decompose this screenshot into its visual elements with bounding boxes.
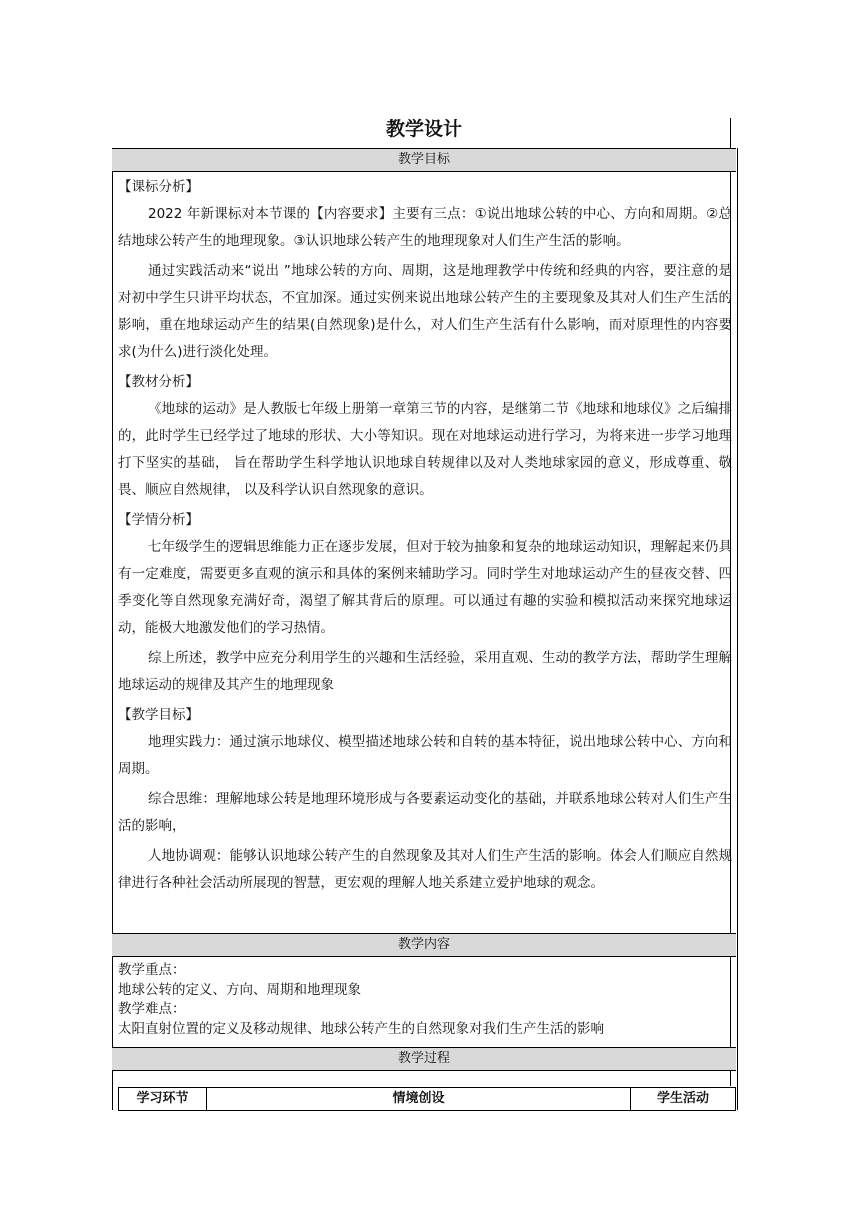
learners-heading: 【学情分析】 [118, 512, 199, 528]
header-student-activity: 学生活动 [656, 1091, 709, 1106]
header-scenario: 情境创设 [207, 1088, 631, 1110]
goals-paragraph-1: 地理实践力：通过演示地球仪、模型描述地球公转和自转的基本特征，说出地球公转中心、方向和周期。 [118, 734, 732, 777]
goals-paragraph-3: 人地协调观：能够认识地球公转产生的自然现象及其对人们生产生活的影响。体会人们顺应自然规律进行各种社会活动所展现的智慧，更宏观的理解人地关系建立爱护地球的观念。 [118, 848, 732, 891]
header-stage: 学习环节 [119, 1088, 207, 1110]
page-title: 教学设计 [385, 118, 462, 140]
learners-paragraph-2: 综上所述，教学中应充分利用学生的兴趣和生活经验，采用直观、生动的教学方法，帮助学生理解地球运动的规律及其产生的地理现象 [118, 650, 732, 693]
curriculum-heading: 【课标分析】 [118, 179, 199, 195]
goals-paragraph-2: 综合思维：理解地球公转是地理环境形成与各要素运动变化的基础，并联系地球公转对人们生产生活的影响， [118, 791, 732, 834]
key-points-text: 地球公转的定义、方向、周期和地理现象 [118, 981, 361, 998]
textbook-paragraph-1: 《地球的运动》是人教版七年级上册第一章第三节的内容，是继第二节《地球和地球仪》之后编排的，此时学生已经学过了地球的形状、大小等知识。现在对地球运动进行学习，为将来进一步学习地理打下坚实的基础， 旨在帮助学生科学地认识地球自转规律以及对人类地球家园的意义，形成尊重、敬畏、顺应自然规律， 以及科学认识自然现象的意识。 [118, 401, 732, 498]
process-table-header [118, 1087, 736, 1111]
key-points-label: 教学重点： [118, 962, 186, 978]
difficulty-text: 太阳直射位置的定义及移动规律、地球公转产生的自然现象对我们生产生活的影响 [118, 1020, 604, 1037]
objectives-section [118, 174, 732, 900]
textbook-heading: 【教材分析】 [118, 374, 199, 390]
section-band-process: 教学过程 [112, 1047, 736, 1071]
curriculum-paragraph-2: 通过实践活动来“说出 ”地球公转的方向、周期，这是地理教学中传统和经典的内容，要注意的是对初中学生只讲平均状态，不宜加深。通过实例来说出地球公转产生的主要现象及其对人们生产生活的影响，重在地球运动产生的结果(自然现象)是什么，对人们生产生活有什么影响，而对原理性的内容要求(为什么)进行淡化处理。 [118, 263, 732, 360]
section-band-content: 教学内容 [112, 933, 736, 957]
difficulty-label: 教学难点： [118, 1001, 186, 1017]
goals-heading: 【教学目标】 [118, 707, 199, 723]
learners-paragraph-1: 七年级学生的逻辑思维能力正在逐步发展，但对于较为抽象和复杂的地球运动知识，理解起来仍具有一定难度，需要更多直观的演示和具体的案例来辅助学习。同时学生对地球运动产生的昼夜交替、四季变化等自然现象充满好奇，渴望了解其背后的原理。可以通过有趣的实验和模拟活动来探究地球运动，能极大地激发他们的学习热情。 [118, 539, 732, 636]
content-section [118, 961, 732, 1039]
curriculum-paragraph-1: 2022 年新课标对本节课的【内容要求】主要有三点：①说出地球公转的中心、方向和周期。②总结地球公转产生的地理现象。③认识地球公转产生的地理现象对人们生产生活的影响。 [118, 206, 732, 249]
section-band-objectives: 教学目标 [112, 148, 736, 172]
